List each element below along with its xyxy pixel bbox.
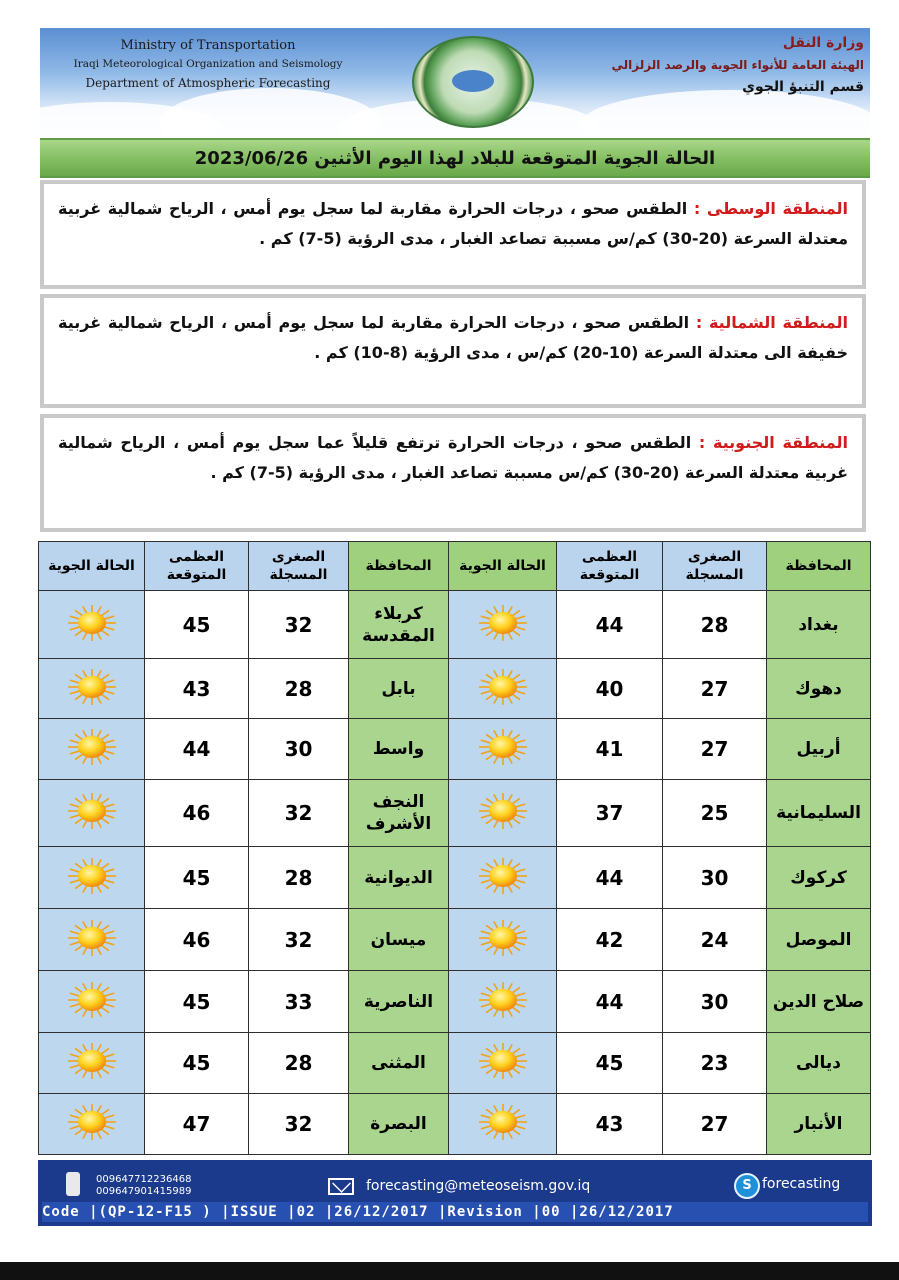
dept-en: Department of Atmospheric Forecasting xyxy=(85,76,331,90)
sun-icon xyxy=(66,603,118,643)
min-temp-cell: 33 xyxy=(249,971,349,1033)
table-row xyxy=(39,1033,871,1094)
min-temp-cell: 23 xyxy=(663,1033,767,1094)
table-row xyxy=(39,1094,871,1155)
region-central xyxy=(40,180,866,289)
governorate-cell: السليمانية xyxy=(767,780,871,847)
footer xyxy=(38,1160,872,1226)
region-central-text xyxy=(44,184,862,285)
bottom-edge xyxy=(0,1262,899,1280)
governorate-cell: الديوانية xyxy=(349,847,449,909)
max-temp-cell: 46 xyxy=(145,780,249,847)
min-temp-cell: 25 xyxy=(663,780,767,847)
weather-cell xyxy=(449,659,557,719)
region-description: الطقس صحو ، درجات الحرارة ترتفع قليلاً عما سجل يوم أمس ، الرياح شمالية غربية معتدلة السرعة (20-30) كم/س مسببة تصاعد الغبار ، مدى الرؤية (5-7) كم . xyxy=(58,433,848,482)
min-temp-cell: 27 xyxy=(663,659,767,719)
region-label: المنطقة الشمالية : xyxy=(695,313,848,332)
min-temp-cell: 32 xyxy=(249,591,349,659)
sun-icon xyxy=(477,918,529,958)
temperature-table xyxy=(38,541,871,1155)
max-temp-cell: 44 xyxy=(557,591,663,659)
max-temp-cell: 43 xyxy=(557,1094,663,1155)
governorate-cell: البصرة xyxy=(349,1094,449,1155)
region-label: المنطقة الوسطى : xyxy=(693,199,848,218)
max-temp-cell: 47 xyxy=(145,1094,249,1155)
org-en: Iraqi Meteorological Organization and Seismology xyxy=(73,58,343,70)
weather-cell xyxy=(449,971,557,1033)
min-temp-cell: 30 xyxy=(663,971,767,1033)
organization-logo xyxy=(412,36,534,128)
weather-cell xyxy=(39,719,145,780)
weather-cell xyxy=(39,659,145,719)
governorate-cell: النجف الأشرف xyxy=(349,780,449,847)
ministry-en: Ministry of Transportation xyxy=(120,38,296,53)
governorate-cell: كربلاء المقدسة xyxy=(349,591,449,659)
weather-cell xyxy=(39,1033,145,1094)
weather-cell xyxy=(449,1094,557,1155)
sun-icon xyxy=(477,1041,529,1081)
sun-icon xyxy=(477,980,529,1020)
max-temp-cell: 45 xyxy=(145,971,249,1033)
footer-email[interactable]: forecasting@meteoseism.gov.iq xyxy=(366,1178,591,1194)
min-temp-cell: 28 xyxy=(249,659,349,719)
governorate-cell: أربيل xyxy=(767,719,871,780)
header-arabic xyxy=(604,32,864,98)
min-temp-cell: 24 xyxy=(663,909,767,971)
header-max: العظمى المتوقعة xyxy=(557,542,663,591)
weather-cell xyxy=(449,847,557,909)
min-temp-cell: 30 xyxy=(249,719,349,780)
sun-icon xyxy=(66,918,118,958)
max-temp-cell: 40 xyxy=(557,659,663,719)
document-code-line: Code |(QP-12-F15 ) |ISSUE |02 |26/12/2017 |Revision |00 |26/12/2017 xyxy=(42,1202,868,1222)
max-temp-cell: 44 xyxy=(557,971,663,1033)
weather-cell xyxy=(449,1033,557,1094)
sun-icon xyxy=(477,791,529,831)
weather-cell xyxy=(39,780,145,847)
table-header-row xyxy=(39,542,871,591)
governorate-cell: ديالى xyxy=(767,1033,871,1094)
max-temp-cell: 44 xyxy=(145,719,249,780)
sun-icon xyxy=(66,980,118,1020)
ministry-ar: وزارة النقل xyxy=(782,35,864,51)
region-label: المنطقة الجنوبية : xyxy=(698,433,848,452)
sun-icon xyxy=(66,856,118,896)
header-weather: الحالة الجوية xyxy=(39,542,145,591)
header-max: العظمى المتوقعة xyxy=(145,542,249,591)
governorate-cell: دهوك xyxy=(767,659,871,719)
min-temp-cell: 28 xyxy=(663,591,767,659)
sun-icon xyxy=(477,856,529,896)
weather-cell xyxy=(39,909,145,971)
governorate-cell: صلاح الدين xyxy=(767,971,871,1033)
min-temp-cell: 28 xyxy=(249,847,349,909)
header-banner xyxy=(40,28,870,136)
min-temp-cell: 27 xyxy=(663,719,767,780)
header-english xyxy=(58,36,358,93)
min-temp-cell: 28 xyxy=(249,1033,349,1094)
min-temp-cell: 32 xyxy=(249,780,349,847)
max-temp-cell: 37 xyxy=(557,780,663,847)
weather-cell xyxy=(449,591,557,659)
page-title: الحالة الجوية المتوقعة للبلاد لهذا اليوم الأثنين 2023/06/26 xyxy=(194,148,716,169)
org-ar: الهيئة العامة للأنواء الجوية والرصد الزلزالي xyxy=(611,58,864,72)
min-temp-cell: 32 xyxy=(249,909,349,971)
governorate-cell: الناصرية xyxy=(349,971,449,1033)
max-temp-cell: 42 xyxy=(557,909,663,971)
phone-number: 009647712236468 xyxy=(96,1174,192,1185)
table-row xyxy=(39,591,871,659)
sun-icon xyxy=(66,791,118,831)
table-row xyxy=(39,659,871,719)
weather-cell xyxy=(39,847,145,909)
header-min: الصغرى المسجلة xyxy=(663,542,767,591)
governorate-cell: بغداد xyxy=(767,591,871,659)
governorate-cell: واسط xyxy=(349,719,449,780)
max-temp-cell: 46 xyxy=(145,909,249,971)
max-temp-cell: 45 xyxy=(145,1033,249,1094)
footer-skype[interactable]: forecasting xyxy=(762,1176,841,1192)
max-temp-cell: 45 xyxy=(557,1033,663,1094)
footer-phones xyxy=(96,1174,191,1198)
region-south-text xyxy=(44,418,862,528)
min-temp-cell: 30 xyxy=(663,847,767,909)
sun-icon xyxy=(66,667,118,707)
max-temp-cell: 41 xyxy=(557,719,663,780)
header-min: الصغرى المسجلة xyxy=(249,542,349,591)
governorate-cell: ميسان xyxy=(349,909,449,971)
mail-icon xyxy=(328,1178,354,1195)
region-north xyxy=(40,294,866,408)
governorate-cell: كركوك xyxy=(767,847,871,909)
max-temp-cell: 44 xyxy=(557,847,663,909)
governorate-cell: الموصل xyxy=(767,909,871,971)
table-row xyxy=(39,971,871,1033)
sun-icon xyxy=(477,1102,529,1142)
min-temp-cell: 32 xyxy=(249,1094,349,1155)
governorate-cell: بابل xyxy=(349,659,449,719)
max-temp-cell: 43 xyxy=(145,659,249,719)
table-row xyxy=(39,847,871,909)
region-south xyxy=(40,414,866,532)
table-row xyxy=(39,909,871,971)
weather-cell xyxy=(449,780,557,847)
weather-cell xyxy=(39,591,145,659)
table-row xyxy=(39,719,871,780)
sun-icon xyxy=(66,1102,118,1142)
region-north-text xyxy=(44,298,862,404)
header-weather: الحالة الجوية xyxy=(449,542,557,591)
max-temp-cell: 45 xyxy=(145,591,249,659)
weather-cell xyxy=(39,1094,145,1155)
governorate-cell: المثنى xyxy=(349,1033,449,1094)
phone-number: 009647901415989 xyxy=(96,1186,192,1197)
sun-icon xyxy=(66,727,118,767)
weather-cell xyxy=(39,971,145,1033)
governorate-cell: الأنبار xyxy=(767,1094,871,1155)
header-governorate: المحافظة xyxy=(767,542,871,591)
max-temp-cell: 45 xyxy=(145,847,249,909)
skype-icon: S xyxy=(734,1173,760,1199)
header-governorate: المحافظة xyxy=(349,542,449,591)
weather-cell xyxy=(449,909,557,971)
title-bar xyxy=(40,138,870,178)
sun-icon xyxy=(477,727,529,767)
phone-icon xyxy=(66,1172,80,1196)
sun-icon xyxy=(66,1041,118,1081)
weather-cell xyxy=(449,719,557,780)
min-temp-cell: 27 xyxy=(663,1094,767,1155)
dept-ar: قسم التنبؤ الجوي xyxy=(742,79,864,95)
sun-icon xyxy=(477,603,529,643)
table-row xyxy=(39,780,871,847)
region-description: الطقس صحو ، درجات الحرارة مقاربة لما سجل يوم أمس ، الرياح شمالية غربية معتدلة السرعة (20-30) كم/س مسببة تصاعد الغبار ، مدى الرؤية (5-7) كم . xyxy=(58,199,848,248)
sun-icon xyxy=(477,667,529,707)
region-description: الطقس صحو ، درجات الحرارة مقاربة لما سجل يوم أمس ، الرياح شمالية غربية خفيفة الى معتدلة السرعة (10-20) كم/س ، مدى الرؤية (8-10) كم . xyxy=(58,313,848,362)
